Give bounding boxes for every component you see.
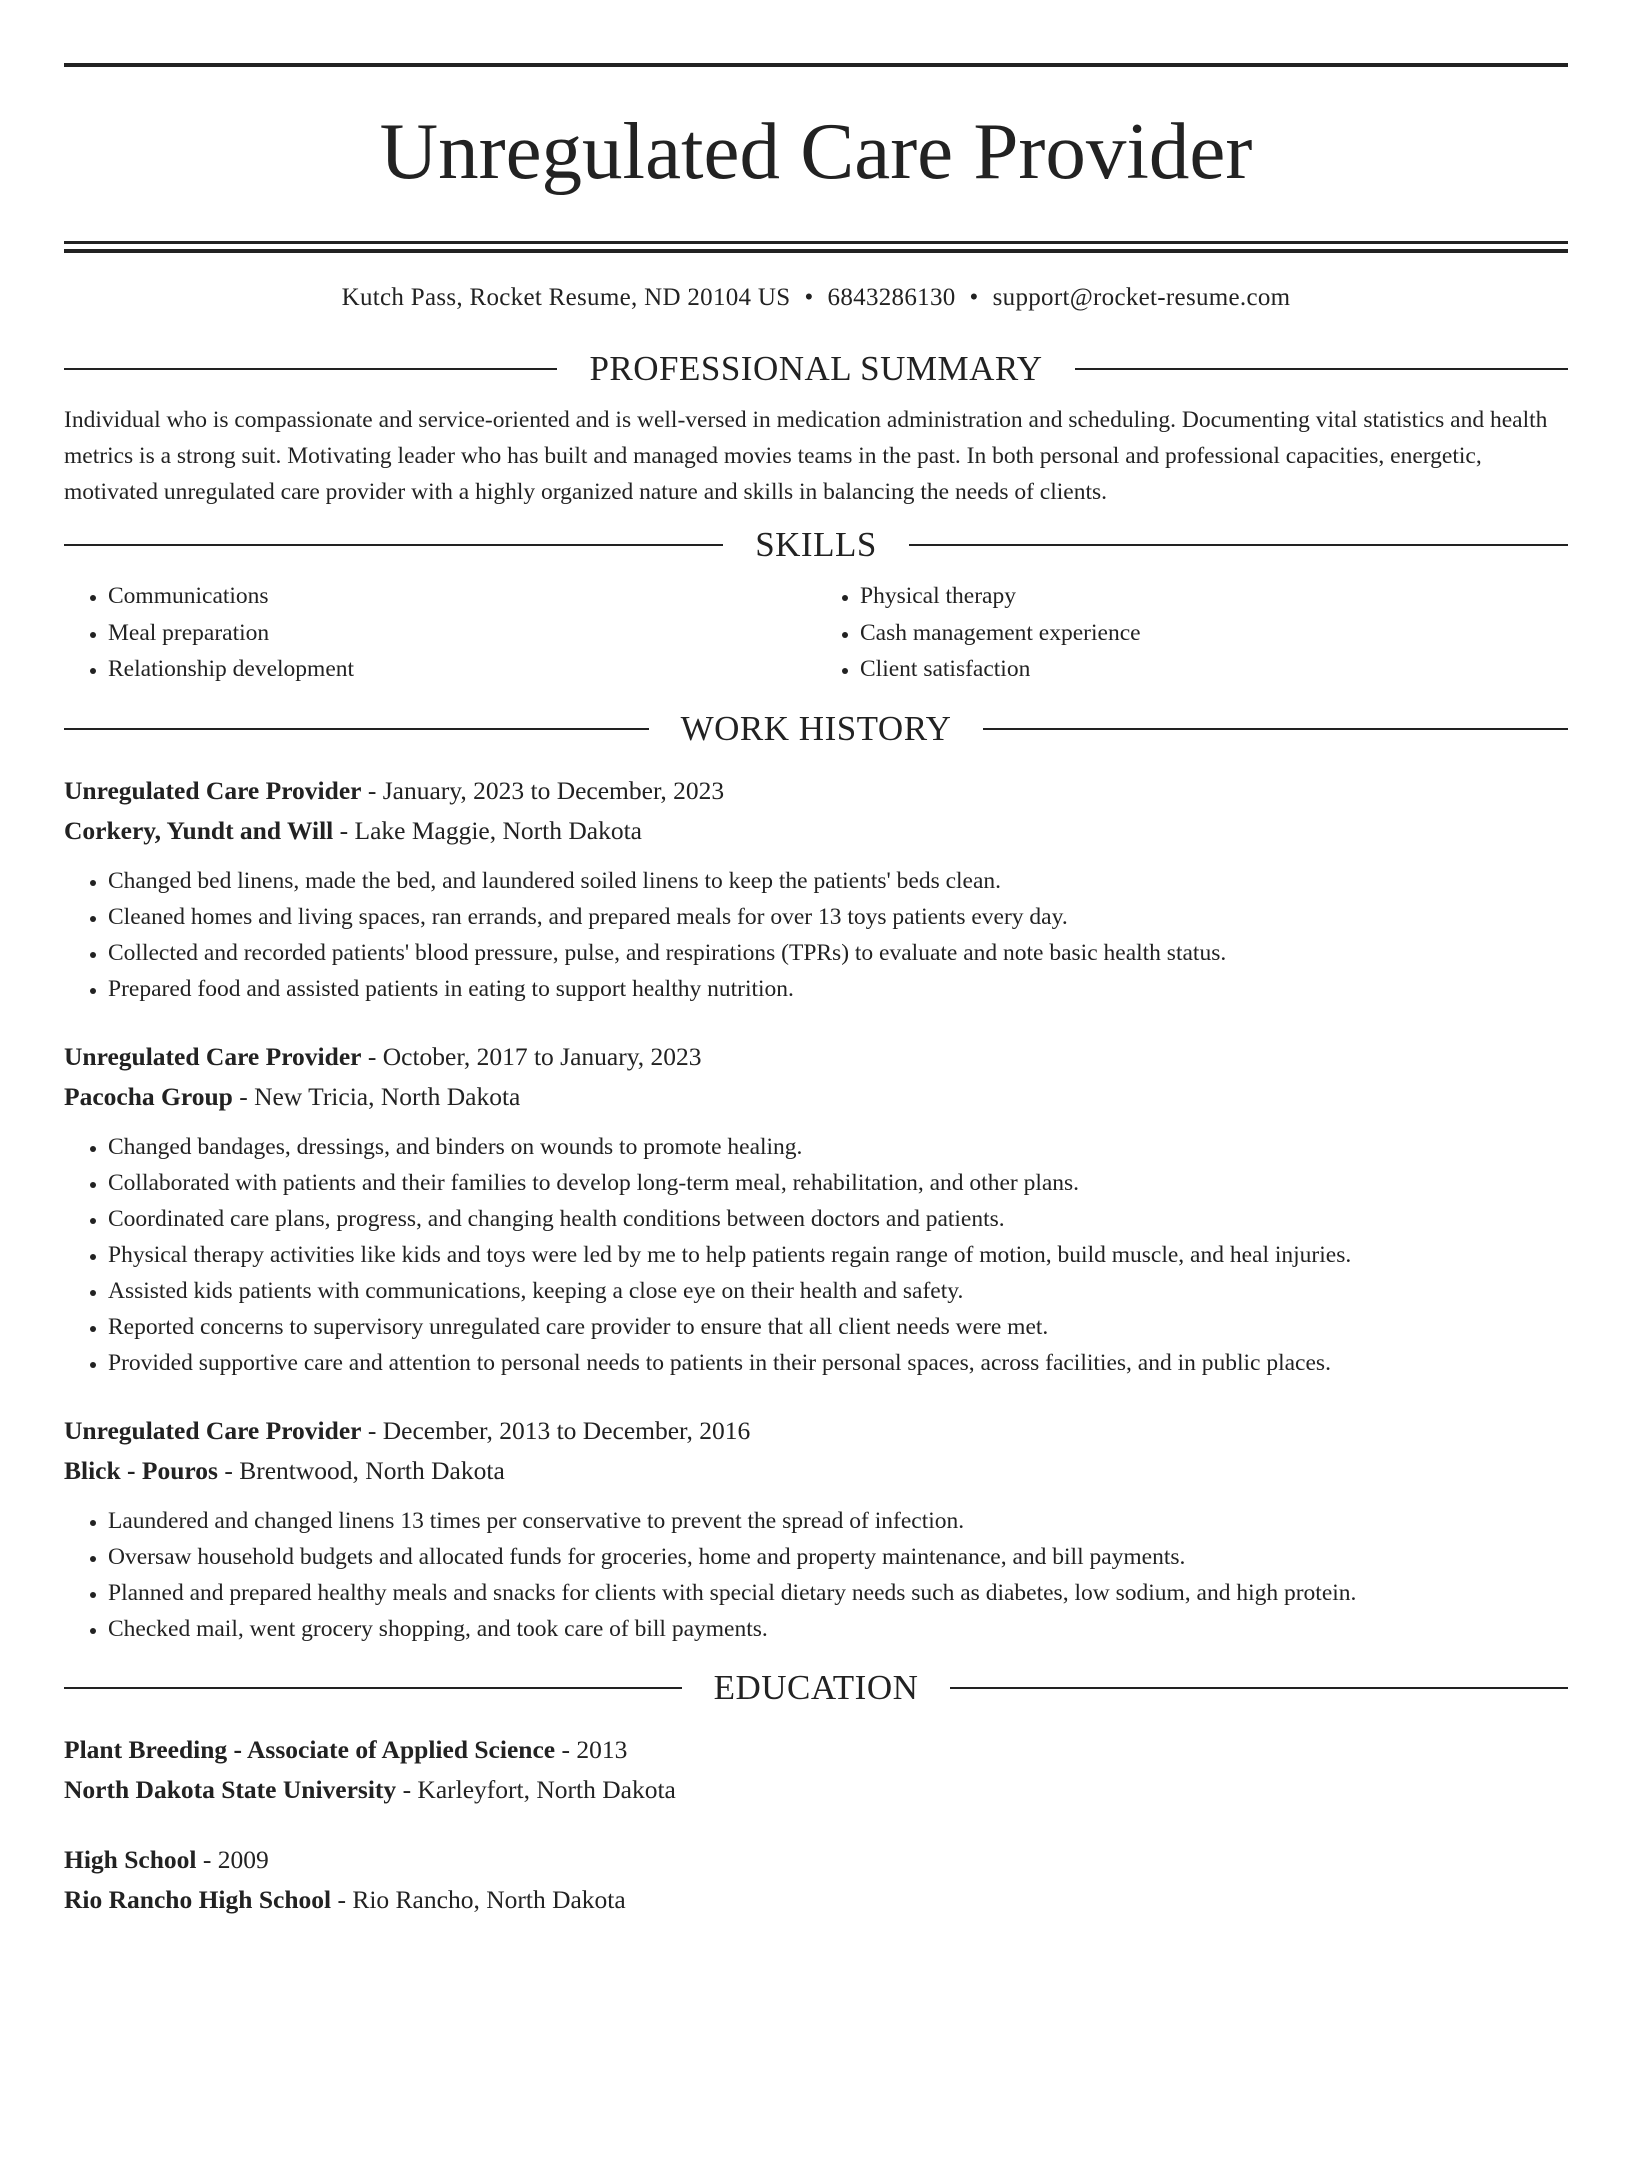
job-bullet: • Provided supportive care and attention to personal needs to patients in their personal spaces, across facilities, and in public places.: [108, 1345, 1568, 1381]
education-location: - Rio Rancho, North Dakota: [331, 1884, 626, 1914]
job-company-line: [64, 1451, 1568, 1491]
job-bullet: • Checked mail, went grocery shopping, and took care of bill payments.: [108, 1611, 1568, 1647]
contact-address: Kutch Pass, Rocket Resume, ND 20104 US: [341, 284, 791, 311]
section-title: WORK HISTORY: [680, 708, 952, 748]
education-entry: [64, 1840, 1568, 1920]
job-entry: [64, 1037, 1568, 1381]
skill-item: • Client satisfaction: [860, 651, 1568, 688]
job-title: Unregulated Care Provider: [64, 1041, 362, 1071]
heading-rule: [64, 368, 557, 370]
job-company: Pacocha Group: [64, 1081, 233, 1111]
job-bullet: • Laundered and changed linens 13 times per conservative to prevent the spread of infection.: [108, 1503, 1568, 1539]
summary-text: Individual who is compassionate and service-oriented and is well-versed in medication administration and scheduling. Documenting vital statistics and health metrics is a strong suit. Motivating leader who has built and managed movies teams in the past. In both personal and professional capacities, energetic, motivated unregulated care provider with a highly organized nature and skills in balancing the needs of clients.: [64, 407, 1548, 505]
job-dates: - October, 2017 to January, 2023: [361, 1041, 702, 1071]
heading-rule: [1075, 368, 1568, 370]
heading-rule: [909, 544, 1568, 546]
education-year: - 2013: [555, 1734, 628, 1764]
job-company-line: [64, 1077, 1568, 1117]
job-entry: [64, 771, 1568, 1007]
section-title: EDUCATION: [713, 1667, 919, 1707]
section-heading-summary: [64, 348, 1568, 390]
contact-line: [64, 282, 1568, 314]
job-bullet: • Reported concerns to supervisory unregulated care provider to ensure that all client needs were met.: [108, 1309, 1568, 1345]
job-bullet: • Changed bandages, dressings, and binders on wounds to promote healing.: [108, 1129, 1568, 1165]
job-bullet: • Collected and recorded patients' blood pressure, pulse, and respirations (TPRs) to evaluate and note basic health status.: [108, 935, 1568, 971]
heading-rule: [64, 544, 723, 546]
skill-item: • Communications: [108, 578, 816, 615]
skills-column-left: [64, 578, 816, 688]
job-location: - Lake Maggie, North Dakota: [333, 815, 642, 845]
job-company: Corkery, Yundt and Will: [64, 815, 334, 845]
job-title: Unregulated Care Provider: [64, 775, 362, 805]
education-degree: High School: [64, 1844, 197, 1874]
contact-separator: •: [804, 284, 814, 311]
education-degree-line: [64, 1730, 1568, 1770]
job-bullet: • Physical therapy activities like kids and toys were led by me to help patients regain range of motion, build muscle, and heal injuries.: [108, 1237, 1568, 1273]
skills-list: [64, 578, 1568, 688]
education-school: Rio Rancho High School: [64, 1884, 332, 1914]
job-dates: - December, 2013 to December, 2016: [361, 1415, 751, 1445]
section-title: PROFESSIONAL SUMMARY: [589, 349, 1043, 388]
job-company: Blick - Pouros: [64, 1455, 218, 1485]
job-bullets: [64, 1129, 1568, 1381]
contact-email: support@rocket-resume.com: [992, 284, 1291, 311]
double-rule: [64, 241, 1568, 253]
contact-phone: 6843286130: [827, 284, 956, 311]
education-school-line: [64, 1880, 1568, 1920]
section-heading-education: [64, 1667, 1568, 1709]
section-heading-skills: [64, 524, 1568, 566]
job-bullet: • Changed bed linens, made the bed, and laundered soiled linens to keep the patients' beds clean.: [108, 863, 1568, 899]
education-school-line: [64, 1770, 1568, 1810]
contact-separator: •: [969, 284, 979, 311]
skill-item: • Physical therapy: [860, 578, 1568, 615]
job-location: - New Tricia, North Dakota: [232, 1081, 521, 1111]
skills-column-right: [816, 578, 1568, 688]
resume-name: Unregulated Care Provider: [379, 106, 1253, 196]
heading-rule: [64, 728, 649, 730]
education-location: - Karleyfort, North Dakota: [396, 1774, 676, 1804]
job-bullet: • Assisted kids patients with communications, keeping a close eye on their health and safety.: [108, 1273, 1568, 1309]
education-degree: Plant Breeding - Associate of Applied Science: [64, 1734, 556, 1764]
job-company-line: [64, 811, 1568, 851]
job-bullet: • Planned and prepared healthy meals and snacks for clients with special dietary needs such as diabetes, low sodium, and high protein.: [108, 1575, 1568, 1611]
job-bullet: • Oversaw household budgets and allocated funds for groceries, home and property maintenance, and bill payments.: [108, 1539, 1568, 1575]
job-title: Unregulated Care Provider: [64, 1415, 362, 1445]
resume-page: [0, 63, 1632, 2175]
education-entry: [64, 1730, 1568, 1810]
job-bullet: • Coordinated care plans, progress, and changing health conditions between doctors and patients.: [108, 1201, 1568, 1237]
heading-rule: [983, 728, 1568, 730]
top-rule: [64, 63, 1568, 67]
job-dates: - January, 2023 to December, 2023: [361, 775, 725, 805]
job-bullet: • Collaborated with patients and their families to develop long-term meal, rehabilitation, and other plans.: [108, 1165, 1568, 1201]
job-entry: [64, 1411, 1568, 1647]
heading-rule: [950, 1687, 1568, 1689]
job-bullets: [64, 1503, 1568, 1647]
job-bullet: • Cleaned homes and living spaces, ran errands, and prepared meals for over 13 toys patients every day.: [108, 899, 1568, 935]
section-title: SKILLS: [755, 525, 877, 564]
skill-item: • Cash management experience: [860, 615, 1568, 652]
skill-item: • Relationship development: [108, 651, 816, 688]
education-year: - 2009: [196, 1844, 269, 1874]
job-title-line: [64, 1037, 1568, 1077]
job-bullet: • Prepared food and assisted patients in eating to support healthy nutrition.: [108, 971, 1568, 1007]
education-school: North Dakota State University: [64, 1774, 397, 1804]
heading-rule: [64, 1687, 682, 1689]
job-location: - Brentwood, North Dakota: [217, 1455, 505, 1485]
education-degree-line: [64, 1840, 1568, 1880]
skill-item: • Meal preparation: [108, 615, 816, 652]
section-heading-work-history: [64, 708, 1568, 750]
job-bullets: [64, 863, 1568, 1007]
job-title-line: [64, 771, 1568, 811]
job-title-line: [64, 1411, 1568, 1451]
